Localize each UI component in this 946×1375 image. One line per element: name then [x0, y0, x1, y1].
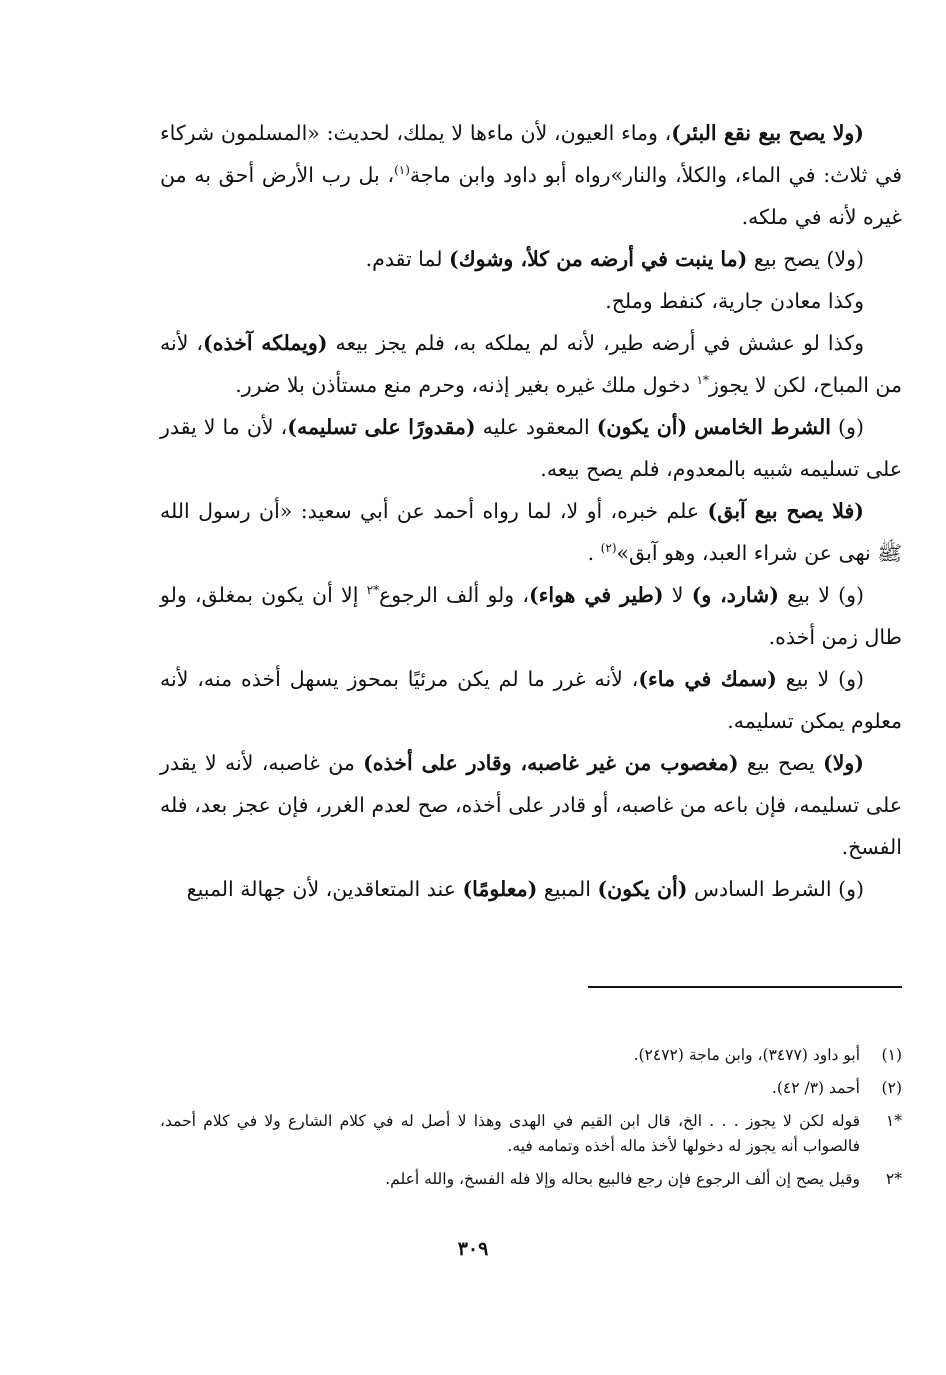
matn-text: (طير في هواء) [529, 583, 664, 607]
matn-text: (معلومًا) [462, 877, 538, 901]
matn-text: (شارد، و) [691, 583, 779, 607]
matn-text: (ولا يصح بيع نقع البئر) [671, 121, 864, 145]
footnote-marker: *٢ [885, 1170, 902, 1188]
footnote-text: وقيل يصح إن ألف الرجوع فإن رجع فالبيع بحاله وإلا فله الفسخ، والله أعلم. [385, 1170, 860, 1188]
footnote-separator [588, 986, 902, 988]
commentary-text: ، لأنه من المباح، لكن لا يجوز [160, 331, 902, 397]
commentary-text: (و) الشرط السادس [687, 877, 864, 901]
footnote-text: أبو داود (٣٤٧٧)، وابن ماجة (٢٤٧٢). [633, 1046, 860, 1064]
paragraph [160, 574, 902, 658]
footnote-marker: (٢) [881, 1079, 902, 1097]
commentary-text: ، ولو ألف الرجوع [379, 583, 530, 607]
commentary-text: عند المتعاقدين، لأن جهالة المبيع [186, 877, 463, 901]
commentary-text: إلا أن يكون بمغلق، ولو طال زمن أخذه. [160, 583, 902, 649]
footnote-marker: *١ [885, 1112, 902, 1130]
commentary-text: (ولا) يصح بيع [747, 247, 864, 271]
paragraph [160, 406, 902, 490]
footnote [160, 1043, 902, 1068]
commentary-text: يصح بيع [738, 751, 823, 775]
matn-text: (مقدورًا على تسليمه) [287, 415, 476, 439]
matn-text: (فلا يصح بيع آبق) [707, 499, 865, 523]
commentary-text: ، وماء العيون، لأن ماءها لا يملك، لحديث: «المسلمون شركاء في ثلاث: في الماء، والكلأ، والنار»رواه أبو داود وابن ماجة [160, 121, 902, 187]
matn-text: (سمك في ماء) [638, 667, 777, 691]
matn-text: (أن يكون) [596, 415, 688, 439]
commentary-text: دخول ملك غيره بغير إذنه، وحرم منع مستأذن بلا ضرر. [235, 373, 697, 397]
main-text [160, 112, 902, 910]
paragraph [160, 868, 902, 910]
paragraph [160, 658, 902, 742]
footnote-marker: (١) [881, 1046, 902, 1064]
commentary-text: ، لأن ما لا يقدر على تسليمه شبيه بالمعدوم، فلم يصح بيعه. [160, 415, 902, 481]
matn-text: (ولا) [823, 751, 864, 775]
footnote-ref: (٢) [600, 541, 617, 556]
footnote-text: قوله لكن لا يجوز . . . الخ، قال ابن القيم في الهدى وهذا لا أصل له في كلام الشارع ولا في كلام أحمد، فالصواب أنه يجوز له دخولها لأخذ ماله أخذه وتمامه فيه. [160, 1112, 860, 1155]
footnote [160, 1167, 902, 1192]
matn-text: (أن يكون) [597, 877, 688, 901]
footnote-ref: (١) [394, 163, 410, 178]
commentary-text: (و) لا بيع [778, 583, 865, 607]
footnote [160, 1109, 902, 1159]
footnotes [160, 1043, 902, 1200]
matn-text: (ما ينبت في أرضه من كلأ، وشوك) [449, 247, 748, 271]
commentary-text: من غاصبه، لأنه لا يقدر على تسليمه، فإن باعه من غاصبه، أو قادر على أخذه، صح لعدم الغرر، فإن عجز بعد، فله الفسخ. [160, 751, 902, 859]
commentary-text: علم خبره، أو لا، لما رواه أحمد عن أبي سعيد: «أن رسول الله ﷺ نهى عن شراء العبد، وهو آبق» [160, 499, 902, 565]
commentary-text: ، لأنه غرر ما لم يكن مرئيًا بمحوز يسهل أخذه منه، لأنه معلوم يمكن تسليمه. [160, 667, 902, 733]
commentary-text: ، بل رب الأرض أحق به من غيره لأنه في ملكه. [160, 163, 902, 229]
commentary-text: (و) [831, 415, 864, 439]
commentary-text: وكذا معادن جارية، كنفط وملح. [605, 289, 864, 313]
paragraph [160, 322, 902, 406]
paragraph [160, 742, 902, 868]
paragraph [160, 238, 902, 280]
page-number: ٣٠٩ [457, 1238, 489, 1260]
paragraph [160, 112, 902, 238]
matn-text: (ويملكه آخذه) [203, 331, 328, 355]
footnote-text: أحمد (٣/ ٤٢). [771, 1079, 860, 1097]
footnote-ref: *٢ [366, 583, 380, 598]
commentary-text: المبيع [537, 877, 598, 901]
matn-text: (مغصوب من غير غاصبه، وقادر على أخذه) [363, 751, 739, 775]
footnote-ref: *١ [696, 373, 709, 388]
commentary-text: (و) لا بيع [776, 667, 864, 691]
paragraph [160, 490, 902, 574]
commentary-text: المعقود عليه [475, 415, 597, 439]
commentary-text: وكذا لو عشش في أرضه طير، لأنه لم يملكه به، فلم يجز بيعه [327, 331, 864, 355]
matn-text: الشرط الخامس [694, 415, 831, 439]
paragraph [160, 280, 902, 322]
commentary-text: . [587, 541, 601, 565]
commentary-text: لا [663, 583, 692, 607]
footnote [160, 1076, 902, 1101]
commentary-text: لما تقدم. [365, 247, 450, 271]
